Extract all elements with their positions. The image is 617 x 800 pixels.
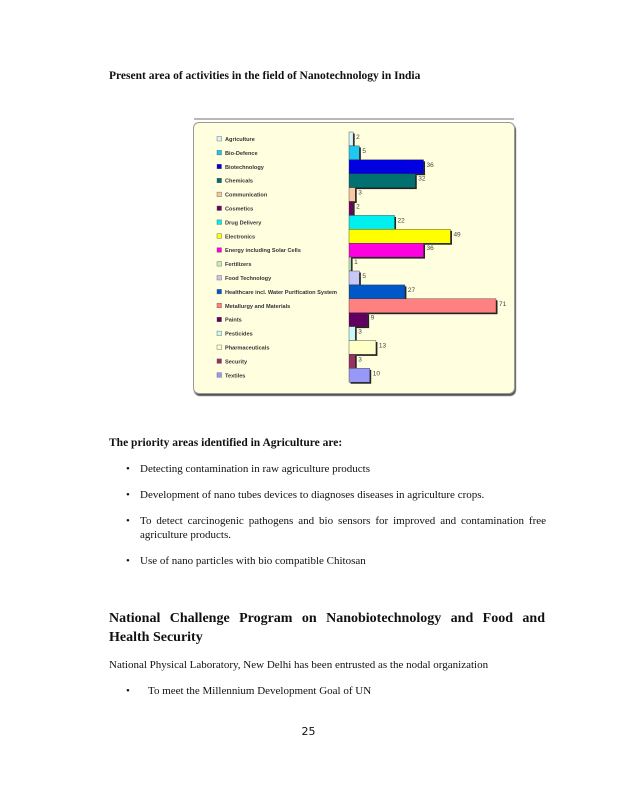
bar <box>349 188 355 202</box>
bar-value-label: 32 <box>418 175 426 183</box>
bar-value-label: 36 <box>426 245 434 253</box>
legend-label: Security <box>225 359 248 366</box>
bullet-icon: • <box>126 555 130 567</box>
bar-value-label: 36 <box>426 161 434 169</box>
bar <box>349 285 405 299</box>
legend-swatch <box>217 206 222 211</box>
bar <box>349 160 424 174</box>
legend-swatch <box>217 192 222 197</box>
list-item <box>126 554 546 568</box>
bar <box>349 313 368 327</box>
bar <box>349 243 424 257</box>
legend-label: Electronics <box>225 234 256 241</box>
legend-swatch <box>217 178 222 183</box>
bar-value-label: 3 <box>358 189 362 197</box>
bar-value-label: 5 <box>362 273 366 280</box>
list-item-text: Use of nano particles with bio compatible Chitosan <box>140 555 366 567</box>
bar <box>349 215 395 229</box>
bar <box>349 327 355 341</box>
legend-swatch <box>217 359 222 364</box>
legend-swatch <box>217 150 222 155</box>
bar <box>349 202 353 216</box>
legend-label: Pharmaceuticals <box>225 345 270 352</box>
list-item <box>126 514 546 542</box>
bar-value-label: 1 <box>354 259 358 267</box>
list-item-text: Development of nano tubes devices to diagnoses diseases in agriculture crops. <box>140 489 485 501</box>
agriculture-heading: The priority areas identified in Agriculture are: <box>109 437 343 449</box>
legend-swatch <box>217 248 222 253</box>
legend-label: Textiles <box>225 373 246 380</box>
bar-value-label: 3 <box>358 328 362 336</box>
bar-value-label: 9 <box>370 314 375 322</box>
bar <box>349 174 415 188</box>
list-item-text: To detect carcinogenic pathogens and bio sensors for improved and contamination free agriculture products. <box>140 515 546 541</box>
bar-value-label: 3 <box>358 356 362 364</box>
legend-swatch <box>217 234 222 239</box>
bar <box>349 257 351 271</box>
legend-label: Energy including Solar Cells <box>225 248 301 255</box>
bar-value-label: 49 <box>453 231 461 239</box>
legend-swatch <box>217 289 222 294</box>
legend-label: Paints <box>225 317 242 324</box>
legend-label: Communication <box>225 192 268 199</box>
legend-swatch <box>217 317 222 322</box>
legend-swatch <box>217 220 222 225</box>
legend-swatch <box>217 164 222 169</box>
legend-swatch <box>217 262 222 267</box>
legend-label: Fertilizers <box>225 262 252 269</box>
bar-chart <box>193 122 513 392</box>
bullet-icon: • <box>126 463 130 475</box>
list-item-text: Detecting contamination in raw agriculture products <box>140 463 371 475</box>
bar-value-label: 13 <box>378 342 387 350</box>
legend-label: Drug Delivery <box>225 220 262 227</box>
bullet-icon: • <box>126 489 130 501</box>
bar <box>349 299 496 313</box>
legend-swatch <box>217 276 222 281</box>
list-item <box>126 462 546 476</box>
bar <box>349 146 359 160</box>
legend-label: Bio-Defence <box>225 150 258 157</box>
bar <box>349 341 376 355</box>
bar-value-label: 10 <box>372 370 380 378</box>
program-heading: National Challenge Program on Nanobiotechnology and Food and Health Security <box>109 611 545 645</box>
page-number: 25 <box>301 725 316 738</box>
legend-swatch <box>217 373 222 378</box>
bar <box>349 368 370 382</box>
legend-swatch <box>217 137 222 142</box>
bar <box>349 354 355 368</box>
legend-label: Healthcare incl. Water Purification System <box>225 289 338 296</box>
legend-label: Chemicals <box>225 178 253 185</box>
program-paragraph: National Physical Laboratory, New Delhi has been entrusted as the nodal organization <box>109 659 489 671</box>
list-item-text: To meet the Millennium Development Goal of UN <box>148 685 372 697</box>
legend-label: Cosmetics <box>225 206 254 213</box>
legend-label: Pesticides <box>225 331 253 338</box>
legend-swatch <box>217 345 222 350</box>
bar-value-label: 2 <box>356 134 360 141</box>
legend-swatch <box>217 331 222 336</box>
legend-label: Food Technology <box>225 276 272 282</box>
chart-heading: Present area of activities in the field of Nanotechnology in India <box>109 70 421 82</box>
legend-label: Biotechnology <box>225 164 264 171</box>
bar-value-label: 22 <box>397 217 405 225</box>
bullet-icon: • <box>126 685 130 697</box>
list-item <box>126 488 546 502</box>
bar-value-label: 2 <box>356 203 360 211</box>
bullet-icon: • <box>126 515 130 527</box>
bar <box>349 271 359 285</box>
bar-value-label: 5 <box>362 147 366 155</box>
legend-label: Metallurgy and Materials <box>225 303 291 310</box>
chart-top-rule <box>194 118 514 120</box>
bar <box>349 132 353 146</box>
bar <box>349 229 450 243</box>
bar-value-label: 27 <box>407 286 416 294</box>
legend-swatch <box>217 303 222 308</box>
bar-value-label: 71 <box>499 300 507 308</box>
agriculture-bullet-list <box>126 462 546 580</box>
legend-label: Agriculture <box>225 137 255 143</box>
